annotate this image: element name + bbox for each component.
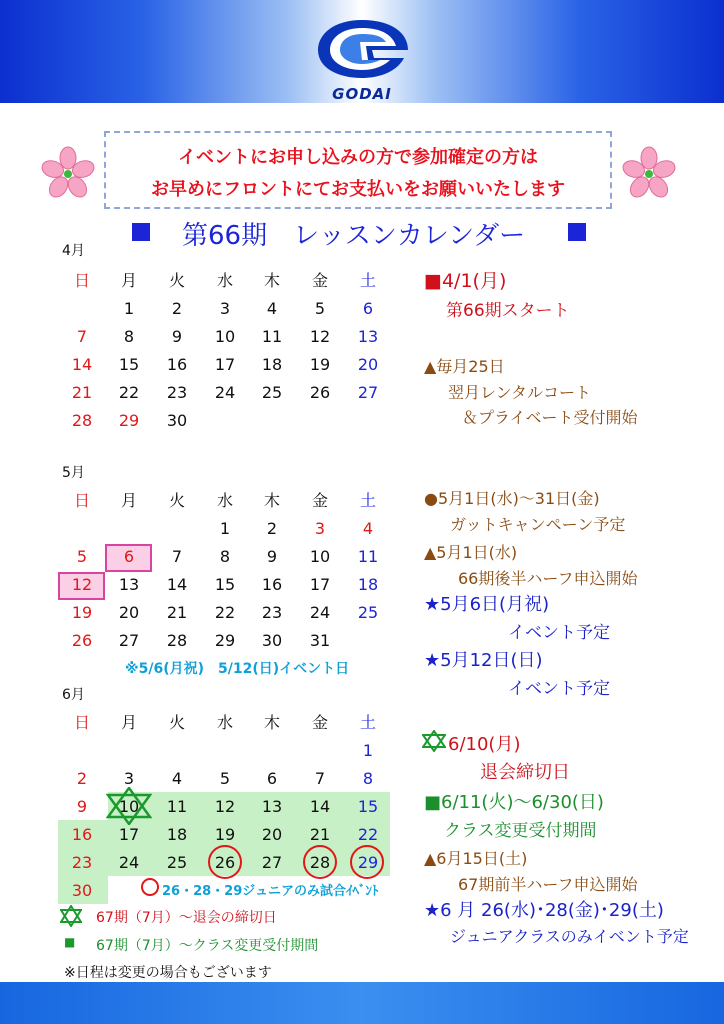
event-9-text: 67期前半ハーフ申込開始 xyxy=(458,875,638,894)
disclaimer: ※日程は変更の場合もございます xyxy=(64,965,272,981)
square-legend-icon: ■ xyxy=(64,935,76,949)
calendar-day: 15 xyxy=(357,797,379,816)
may-event-note: ※5/6(月祝) 5/12(日)イベント日 xyxy=(125,661,350,677)
calendar-day: 18 xyxy=(357,575,379,594)
calendar-day: 19 xyxy=(71,603,93,622)
event-2-text-2: ＆プライベート受付開始 xyxy=(462,408,638,427)
weekday-header: 日 xyxy=(73,491,90,510)
calendar-day: 30 xyxy=(261,631,283,650)
calendar-day: 28 xyxy=(71,411,93,430)
calendar-day: 11 xyxy=(166,797,188,816)
calendar-day: 2 xyxy=(266,519,278,538)
calendar-day: 6 xyxy=(123,547,135,566)
square-icon xyxy=(132,223,150,241)
calendar-day: 10 xyxy=(309,547,331,566)
weekday-header: 土 xyxy=(359,491,376,510)
calendar-day: 29 xyxy=(118,411,140,430)
calendar-day: 16 xyxy=(166,355,188,374)
weekday-header: 火 xyxy=(168,713,185,732)
calendar-day: 5 xyxy=(219,769,231,788)
circle-legend-icon xyxy=(141,878,159,896)
calendar-day: 7 xyxy=(171,547,183,566)
calendar-day: 16 xyxy=(261,575,283,594)
calendar-day: 20 xyxy=(357,355,379,374)
event-2-text: 翌月レンタルコート xyxy=(448,383,591,402)
legend-cancel-deadline: 67期（7月）～退会の締切日 xyxy=(96,910,277,926)
calendar-day: 21 xyxy=(309,825,331,844)
calendar-day: 17 xyxy=(118,825,140,844)
payment-notice xyxy=(104,131,612,209)
event-1-text: 第66期スタート xyxy=(446,301,570,321)
calendar-day: 28 xyxy=(166,631,188,650)
calendar-day: 4 xyxy=(362,519,374,538)
calendar-day: 5 xyxy=(314,299,326,318)
calendar-day: 3 xyxy=(219,299,231,318)
weekday-header: 木 xyxy=(263,713,280,732)
event-3-text: ガットキャンペーン予定 xyxy=(450,515,626,534)
event-2-date: ▲毎月25日 xyxy=(424,357,505,376)
weekday-header: 月 xyxy=(120,271,137,290)
calendar-day: 3 xyxy=(123,769,135,788)
calendar-day: 31 xyxy=(309,631,331,650)
notice-line-1: イベントにお申し込みの方で参加確定の方は xyxy=(178,147,538,168)
calendar-day: 8 xyxy=(219,547,231,566)
calendar-day: 8 xyxy=(123,327,135,346)
calendar-day: 1 xyxy=(362,741,374,760)
calendar-day: 15 xyxy=(214,575,236,594)
calendar-day: 6 xyxy=(266,769,278,788)
square-icon xyxy=(568,223,586,241)
calendar-day: 3 xyxy=(314,519,326,538)
calendar-day: 25 xyxy=(261,383,283,402)
weekday-header: 土 xyxy=(359,713,376,732)
event-5-date: ★5月6日(月祝) xyxy=(424,594,550,615)
calendar-day: 26 xyxy=(214,853,236,872)
calendar-day: 24 xyxy=(309,603,331,622)
calendar-day: 29 xyxy=(357,853,379,872)
calendar-day: 19 xyxy=(214,825,236,844)
event-5-text: イベント予定 xyxy=(508,623,610,643)
event-6-text: イベント予定 xyxy=(508,679,610,699)
weekday-header: 水 xyxy=(216,271,233,290)
calendar-day: 25 xyxy=(357,603,379,622)
calendar-day: 29 xyxy=(214,631,236,650)
calendar-day: 18 xyxy=(261,355,283,374)
weekday-header: 日 xyxy=(73,271,90,290)
calendar-day: 23 xyxy=(166,383,188,402)
calendar-day: 4 xyxy=(171,769,183,788)
calendar-day: 28 xyxy=(309,853,331,872)
calendar-day: 14 xyxy=(166,575,188,594)
calendar-title xyxy=(130,215,600,249)
calendar-day: 13 xyxy=(118,575,140,594)
calendar-day: 9 xyxy=(171,327,183,346)
weekday-header: 水 xyxy=(216,491,233,510)
sakura-icon xyxy=(40,146,96,202)
calendar-day: 24 xyxy=(118,853,140,872)
calendar-day: 7 xyxy=(314,769,326,788)
calendar-day: 14 xyxy=(71,355,93,374)
notice-line-2: お早めにフロントにてお支払いをお願いいたします xyxy=(151,179,565,200)
footer-banner xyxy=(0,982,724,1024)
event-1-date: ■4/1(月) xyxy=(424,270,507,292)
event-7-date: 6/10(月) xyxy=(448,734,521,755)
event-6-date: ★5月12日(日) xyxy=(424,650,543,671)
star-of-david-icon xyxy=(60,905,82,927)
calendar-day: 2 xyxy=(171,299,183,318)
calendar-day: 9 xyxy=(76,797,88,816)
event-8-text: クラス変更受付期間 xyxy=(444,821,597,841)
calendar-day: 19 xyxy=(309,355,331,374)
calendar-day: 30 xyxy=(71,881,93,900)
month-label: 5月 xyxy=(62,465,85,481)
legend-class-change: 67期（7月）～クラス変更受付期間 xyxy=(96,938,319,954)
calendar-day: 26 xyxy=(71,631,93,650)
weekday-header: 金 xyxy=(311,713,328,732)
weekday-header: 月 xyxy=(120,713,137,732)
calendar-day: 15 xyxy=(118,355,140,374)
junior-event-circle xyxy=(303,845,337,879)
calendar-day: 9 xyxy=(266,547,278,566)
event-9-date: ▲6月15日(土) xyxy=(424,849,528,868)
calendar-day: 1 xyxy=(123,299,135,318)
calendar-day: 7 xyxy=(76,327,88,346)
calendar-day: 13 xyxy=(261,797,283,816)
calendar-day: 25 xyxy=(166,853,188,872)
calendar-day: 27 xyxy=(118,631,140,650)
weekday-header: 日 xyxy=(73,713,90,732)
event-4-date: ▲5月1日(水) xyxy=(424,543,518,562)
calendar-day: 20 xyxy=(118,603,140,622)
weekday-header: 月 xyxy=(120,491,137,510)
calendar-day: 11 xyxy=(261,327,283,346)
month-label: 6月 xyxy=(62,687,85,703)
calendar-day: 12 xyxy=(309,327,331,346)
event-10-text: ジュニアクラスのみイベント予定 xyxy=(450,927,689,946)
event-7-text: 退会締切日 xyxy=(480,762,570,783)
star-of-david-icon xyxy=(422,730,446,752)
calendar-day: 23 xyxy=(261,603,283,622)
calendar-day: 22 xyxy=(214,603,236,622)
weekday-header: 金 xyxy=(311,271,328,290)
weekday-header: 火 xyxy=(168,271,185,290)
weekday-header: 水 xyxy=(216,713,233,732)
calendar-day: 13 xyxy=(357,327,379,346)
event-10-date: ★6 月 26(水)･28(金)･29(土) xyxy=(424,900,664,921)
calendar-day: 17 xyxy=(309,575,331,594)
weekday-header: 火 xyxy=(168,491,185,510)
event-3-date: ●5月1日(水)～31日(金) xyxy=(424,489,600,508)
godai-logo-icon xyxy=(312,16,412,80)
junior-event-circle xyxy=(350,845,384,879)
calendar-title-text: 第66期 レッスンカレンダー xyxy=(182,221,526,251)
calendar-day: 22 xyxy=(118,383,140,402)
brand-name: GODAI xyxy=(332,85,392,103)
event-4-text: 66期後半ハーフ申込開始 xyxy=(458,569,638,588)
calendar-day: 18 xyxy=(166,825,188,844)
calendar-day: 5 xyxy=(76,547,88,566)
calendar-day: 1 xyxy=(219,519,231,538)
junior-event-circle xyxy=(208,845,242,879)
calendar-day: 6 xyxy=(362,299,374,318)
star-of-david-icon xyxy=(106,787,152,825)
sakura-icon xyxy=(621,146,677,202)
calendar-day: 14 xyxy=(309,797,331,816)
calendar-day: 27 xyxy=(261,853,283,872)
calendar-day: 2 xyxy=(76,769,88,788)
calendar-day: 21 xyxy=(71,383,93,402)
calendar-day: 22 xyxy=(357,825,379,844)
weekday-header: 金 xyxy=(311,491,328,510)
calendar-day: 16 xyxy=(71,825,93,844)
month-label: 4月 xyxy=(62,243,85,259)
calendar-day: 12 xyxy=(71,575,93,594)
calendar-day: 23 xyxy=(71,853,93,872)
weekday-header: 木 xyxy=(263,271,280,290)
calendar-day: 11 xyxy=(357,547,379,566)
calendar-day: 20 xyxy=(261,825,283,844)
calendar-day: 8 xyxy=(362,769,374,788)
calendar-day: 10 xyxy=(214,327,236,346)
calendar-day: 30 xyxy=(166,411,188,430)
weekday-header: 土 xyxy=(359,271,376,290)
calendar-day: 12 xyxy=(214,797,236,816)
weekday-header: 木 xyxy=(263,491,280,510)
june-junior-note: 26・28・29ジュニアのみ試合ｲﾍﾞﾝﾄ xyxy=(162,884,379,899)
calendar-day: 27 xyxy=(357,383,379,402)
event-8-date: ■6/11(火)～6/30(日) xyxy=(424,792,604,813)
calendar-day: 21 xyxy=(166,603,188,622)
calendar-day: 17 xyxy=(214,355,236,374)
calendar-day: 4 xyxy=(266,299,278,318)
calendar-day: 24 xyxy=(214,383,236,402)
calendar-day: 26 xyxy=(309,383,331,402)
calendar-day: 10 xyxy=(118,797,140,816)
